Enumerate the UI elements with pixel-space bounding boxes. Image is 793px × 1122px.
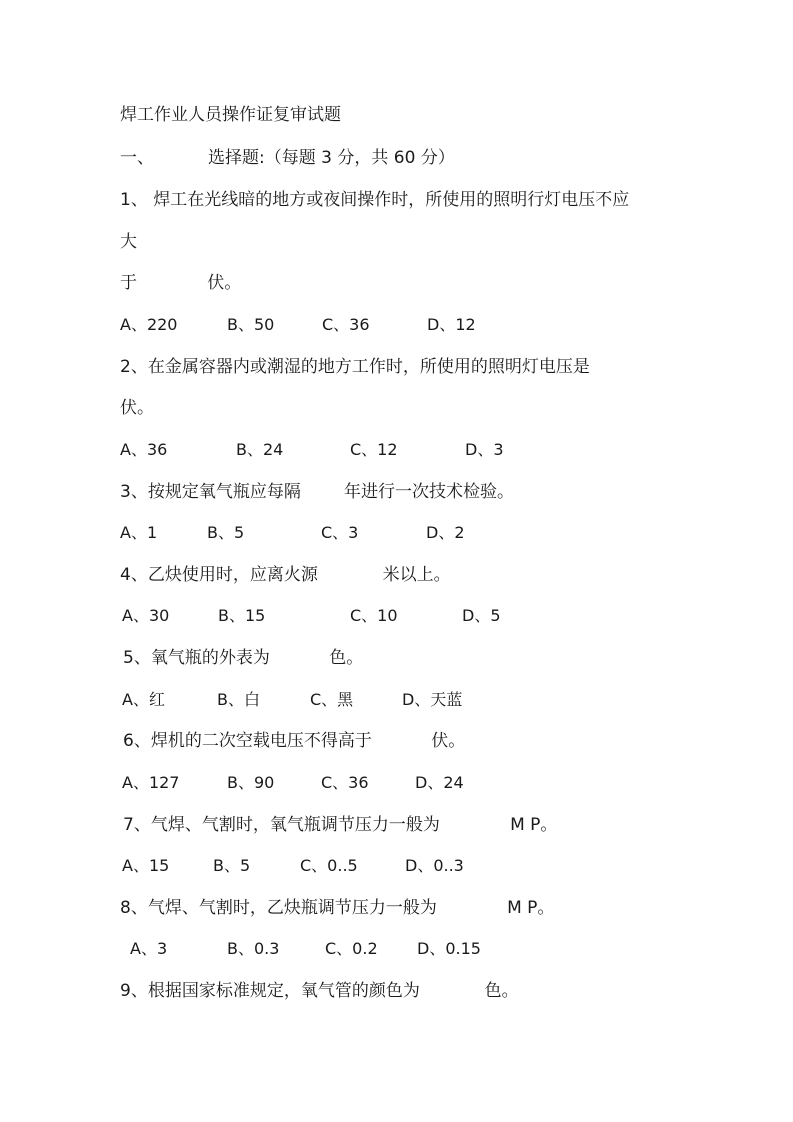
option-d: D、24 <box>415 773 464 792</box>
option-b: B、50 <box>227 315 275 334</box>
option-d: D、5 <box>462 606 501 625</box>
option-c: C、36 <box>321 773 369 792</box>
question-2-text: 伏。 <box>120 398 154 418</box>
question-8-text: 8、气焊、气割时，乙炔瓶调节压力一般为 M P。 <box>120 898 555 918</box>
question-6-text: 6、焊机的二次空载电压不得高于 伏。 <box>123 731 466 751</box>
option-c: C、0.2 <box>325 939 378 958</box>
option-d: D、12 <box>427 315 476 334</box>
question-4-text: 4、乙炔使用时，应离火源 米以上。 <box>120 565 451 585</box>
option-a: A、红 <box>122 690 165 709</box>
option-a: A、3 <box>130 939 168 958</box>
option-a: A、1 <box>120 523 158 542</box>
option-b: B、24 <box>236 440 284 459</box>
question-3-text: 3、按规定氧气瓶应每隔 年进行一次技术检验。 <box>120 482 515 502</box>
section-heading: 一、 选择题:（每题 3 分，共 60 分） <box>120 148 455 168</box>
option-a: A、127 <box>122 773 180 792</box>
question-9-text: 9、根据国家标准规定，氧气管的颜色为 色。 <box>120 981 519 1001</box>
option-d: D、0.15 <box>417 939 481 958</box>
option-a: A、15 <box>122 856 170 875</box>
option-d: D、3 <box>465 440 504 459</box>
question-1-text: 1、 焊工在光线暗的地方或夜间操作时，所使用的照明行灯电压不应 <box>120 190 630 210</box>
option-b: B、15 <box>218 606 266 625</box>
question-5-text: 5、氧气瓶的外表为 色。 <box>123 648 364 668</box>
question-2-text: 2、在金属容器内或潮湿的地方工作时，所使用的照明灯电压是 <box>120 357 590 377</box>
option-b: B、5 <box>207 523 245 542</box>
option-b: B、5 <box>213 856 251 875</box>
option-d: D、天蓝 <box>402 690 463 709</box>
question-1-text: 大 <box>120 232 137 252</box>
option-b: B、白 <box>217 690 260 709</box>
option-c: C、3 <box>321 523 359 542</box>
question-1-text: 于 伏。 <box>120 273 242 293</box>
option-d: D、2 <box>426 523 465 542</box>
option-a: A、36 <box>120 440 168 459</box>
option-a: A、220 <box>120 315 178 334</box>
option-b: B、90 <box>227 773 275 792</box>
option-b: B、0.3 <box>227 939 280 958</box>
option-c: C、黑 <box>310 690 354 709</box>
document-title: 焊工作业人员操作证复审试题 <box>120 105 341 125</box>
option-c: C、10 <box>350 606 398 625</box>
option-d: D、0..3 <box>405 856 464 875</box>
option-a: A、30 <box>122 606 170 625</box>
option-c: C、12 <box>350 440 398 459</box>
option-c: C、0..5 <box>300 856 358 875</box>
option-c: C、36 <box>322 315 370 334</box>
question-7-text: 7、气焊、气割时，氧气瓶调节压力一般为 M P。 <box>123 815 558 835</box>
